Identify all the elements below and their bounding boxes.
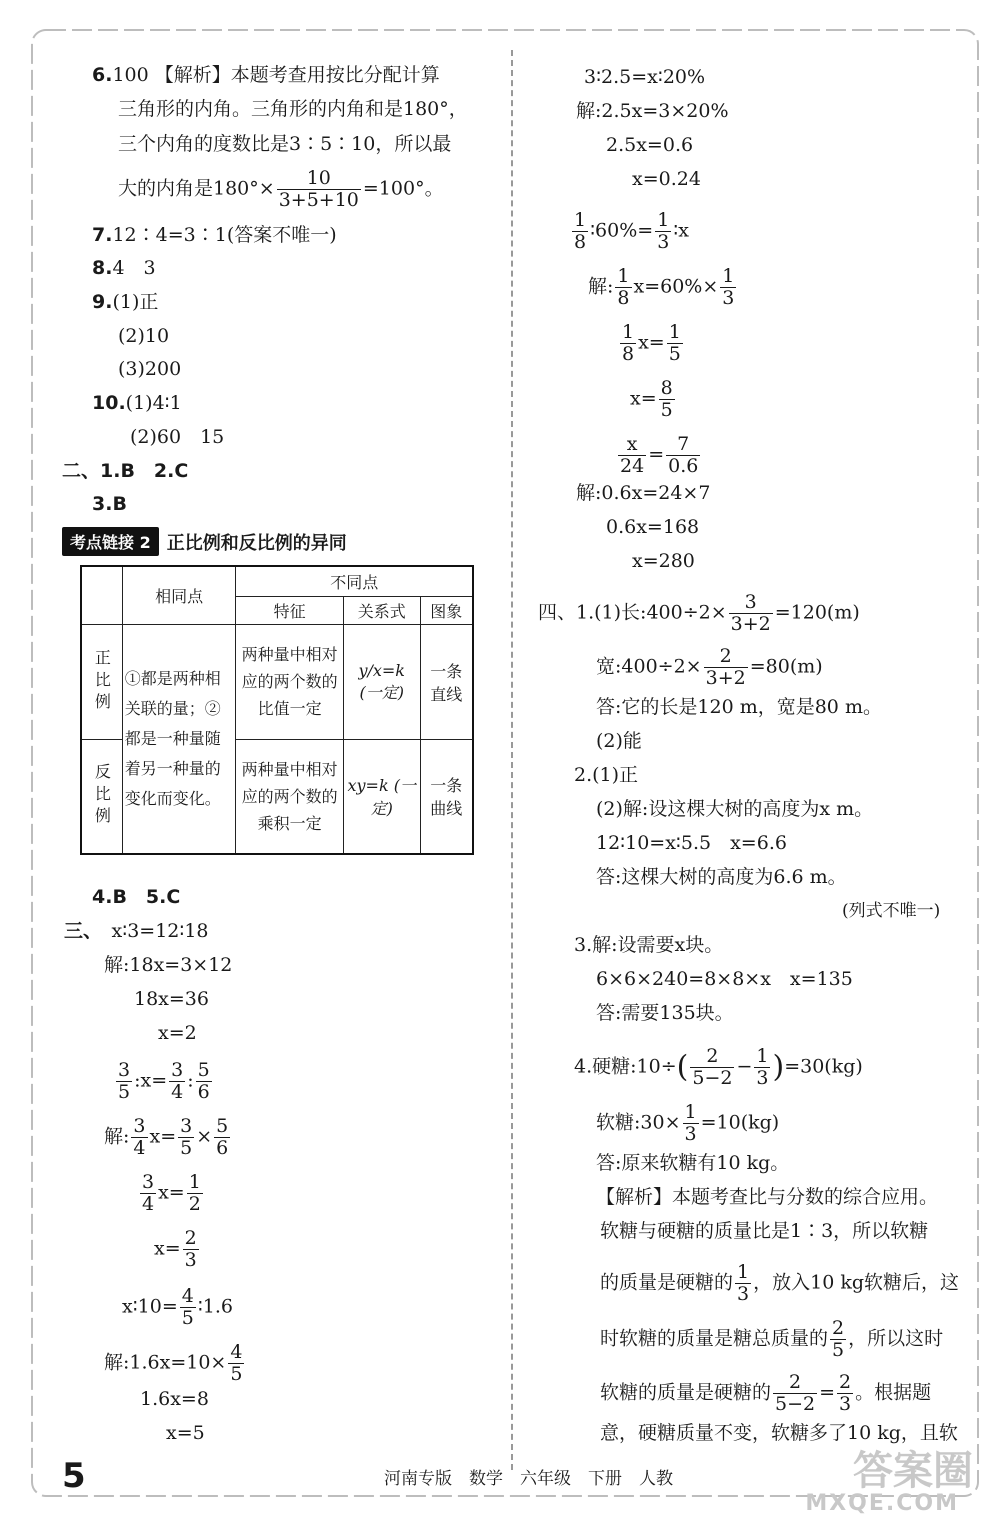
- table-row-inverse: 反比例: [81, 739, 122, 854]
- answer-6: 6.100 【解析】本题考查用按比分配计算: [92, 64, 440, 86]
- eq2-step2: $\frac{3}{4}$ x= $\frac{1}{2}$: [142, 1171, 201, 1215]
- answer-7: 7.12∶4=3∶1(答案不唯一): [92, 224, 337, 246]
- r-d2: 宽:400÷2× $\frac{2}{3+2}$ =80(m): [596, 645, 823, 689]
- r-b4: x= $\frac{8}{5}$: [630, 377, 673, 421]
- eq3: x∶10= $\frac{4}{5}$ ∶1.6: [122, 1285, 234, 1329]
- table-inverse-graph: 一条曲线: [420, 739, 473, 854]
- eq1-step3: x=2: [158, 1022, 197, 1044]
- answer-4-5: 4.B 5.C: [92, 886, 181, 908]
- table-header-relation: 关系式: [343, 596, 420, 624]
- table-direct-graph: 一条直线: [420, 624, 473, 739]
- kaodian-tag: 考点链接 2: [62, 527, 159, 556]
- eq2: $\frac{3}{5}$ :x= $\frac{3}{4}$ : $\frac{5}{6}$: [118, 1059, 210, 1103]
- r-g5: 软糖与硬糖的质量比是1∶3，所以软糖: [600, 1220, 929, 1242]
- r-c3: 0.6x=168: [606, 516, 700, 538]
- table-corner: [81, 566, 122, 624]
- table-header-graph: 图象: [420, 596, 473, 624]
- answer-3: 3.B: [92, 493, 127, 515]
- kaodian-header: [62, 527, 347, 556]
- r-f2: 6×6×240=8×8×x x=135: [596, 968, 853, 990]
- kaodian-title: 正比例和反比例的异同: [166, 532, 347, 554]
- answer-6-line2: 三角形的内角。三角形的内角和是180°，: [118, 98, 468, 120]
- watermark-logo: 答案圈: [853, 1448, 973, 1494]
- r-g2: 软糖:30× $\frac{1}{3}$ =10(kg): [596, 1101, 780, 1145]
- eq1-step2: 18x=36: [134, 988, 209, 1010]
- answer-6-line3: 三个内角的度数比是3∶5∶10，所以最: [118, 133, 452, 155]
- table-same-cell: ①都是两种相关联的量；②都是一种量随着另一种量的变化而变化。: [122, 624, 236, 854]
- answer-10-2: (2)60 15: [130, 426, 225, 448]
- comparison-table: [80, 565, 474, 855]
- r-g9: 意，硬糖质量不变，软糖多了10 kg，且软: [600, 1422, 958, 1444]
- r-e5: (列式不唯一): [842, 901, 941, 921]
- answer-9-2: (2)10: [118, 325, 170, 347]
- column-divider: [511, 50, 513, 1470]
- r-e1: 2.(1)正: [574, 764, 639, 786]
- r-b2: 解: $\frac{1}{8}$ x=60%× $\frac{1}{3}$: [588, 265, 735, 309]
- r-c2: 解:0.6x=24×7: [576, 482, 711, 504]
- r-a1: 3∶2.5=x∶20%: [584, 66, 706, 88]
- r-e2: (2)解:设这棵大树的高度为x m。: [596, 798, 874, 820]
- r-b3: $\frac{1}{8}$ x= $\frac{1}{5}$: [622, 321, 681, 365]
- table-header-same: 相同点: [122, 566, 236, 624]
- answer-8: 8.4 3: [92, 257, 156, 279]
- r-a2: 解:2.5x=3×20%: [576, 100, 729, 122]
- section-3: 三、 x∶3=12∶18: [64, 920, 209, 942]
- r-d3: 答:它的长是120 m，宽是80 m。: [596, 696, 882, 718]
- r-f3: 答:需要135块。: [596, 1002, 734, 1024]
- section-2: 二、1.B 2.C: [62, 460, 189, 482]
- r-d1: 四、1.(1)长:400÷2× $\frac{3}{3+2}$ =120(m): [538, 591, 860, 635]
- answer-9-3: (3)200: [118, 358, 182, 380]
- r-e4: 答:这棵大树的高度为6.6 m。: [596, 866, 847, 888]
- r-g7: 时软糖的质量是糖总质量的 $\frac{2}{5}$ ，所以这时: [600, 1317, 944, 1361]
- r-d4: (2)能: [596, 730, 642, 752]
- table-row-direct: 正比例: [81, 624, 122, 739]
- table-header-feature: 特征: [236, 596, 344, 624]
- table-direct-feature: 两种量中相对应的两个数的比值一定: [236, 624, 344, 739]
- table-inverse-relation: xy=k (一定): [343, 739, 420, 854]
- eq1-step1: 解:18x=3×12: [104, 954, 233, 976]
- answer-6-line4: 大的内角是180°× $\frac{10}{3+5+10}$ =100°。: [118, 167, 444, 211]
- r-c1: $\frac{x}{24}$ = $\frac{7}{0.6}$: [620, 433, 699, 477]
- eq2-step1: 解: $\frac{3}{4}$ x= $\frac{3}{5}$ × $\frac{5}{6}$: [104, 1115, 229, 1159]
- eq2-step3: x= $\frac{2}{3}$: [154, 1227, 197, 1271]
- r-c4: x=280: [632, 550, 695, 572]
- r-g3: 答:原来软糖有10 kg。: [596, 1152, 790, 1174]
- table-inverse-feature: 两种量中相对应的两个数的乘积一定: [236, 739, 344, 854]
- watermark-url: MXQE.COM: [805, 1491, 959, 1516]
- eq3-step2: 1.6x=8: [140, 1388, 209, 1410]
- r-g6: 的质量是硬糖的 $\frac{1}{3}$ ，放入10 kg软糖后，这: [600, 1261, 960, 1305]
- table-header-diff: 不同点: [236, 566, 473, 596]
- page-number: 5: [62, 1456, 86, 1496]
- r-a4: x=0.24: [632, 168, 701, 190]
- r-g4: 【解析】本题考查比与分数的综合应用。: [596, 1186, 939, 1208]
- eq3-step1: 解:1.6x=10× $\frac{4}{5}$: [104, 1341, 243, 1385]
- answer-10: 10.(1)4∶1: [92, 392, 182, 414]
- r-a3: 2.5x=0.6: [606, 134, 694, 156]
- footer-text: 河南专版 数学 六年级 下册 人教: [384, 1469, 673, 1489]
- eq3-step3: x=5: [166, 1422, 205, 1444]
- r-b1: $\frac{1}{8}$ ∶60%= $\frac{1}{3}$ ∶x: [574, 209, 689, 253]
- r-g1: 4.硬糖:10÷( $\frac{2}{5-2}$ − $\frac{1}{3}$ )=30(kg): [574, 1045, 863, 1089]
- r-f1: 3.解:设需要x块。: [574, 934, 724, 956]
- answer-9: 9.(1)正: [92, 291, 159, 313]
- table-direct-relation: y/x=k (一定): [343, 624, 420, 739]
- r-e3: 12∶10=x∶5.5 x=6.6: [596, 832, 787, 854]
- r-g8: 软糖的质量是硬糖的 $\frac{2}{5-2}$ = $\frac{2}{3}$ 。根据题: [600, 1371, 932, 1415]
